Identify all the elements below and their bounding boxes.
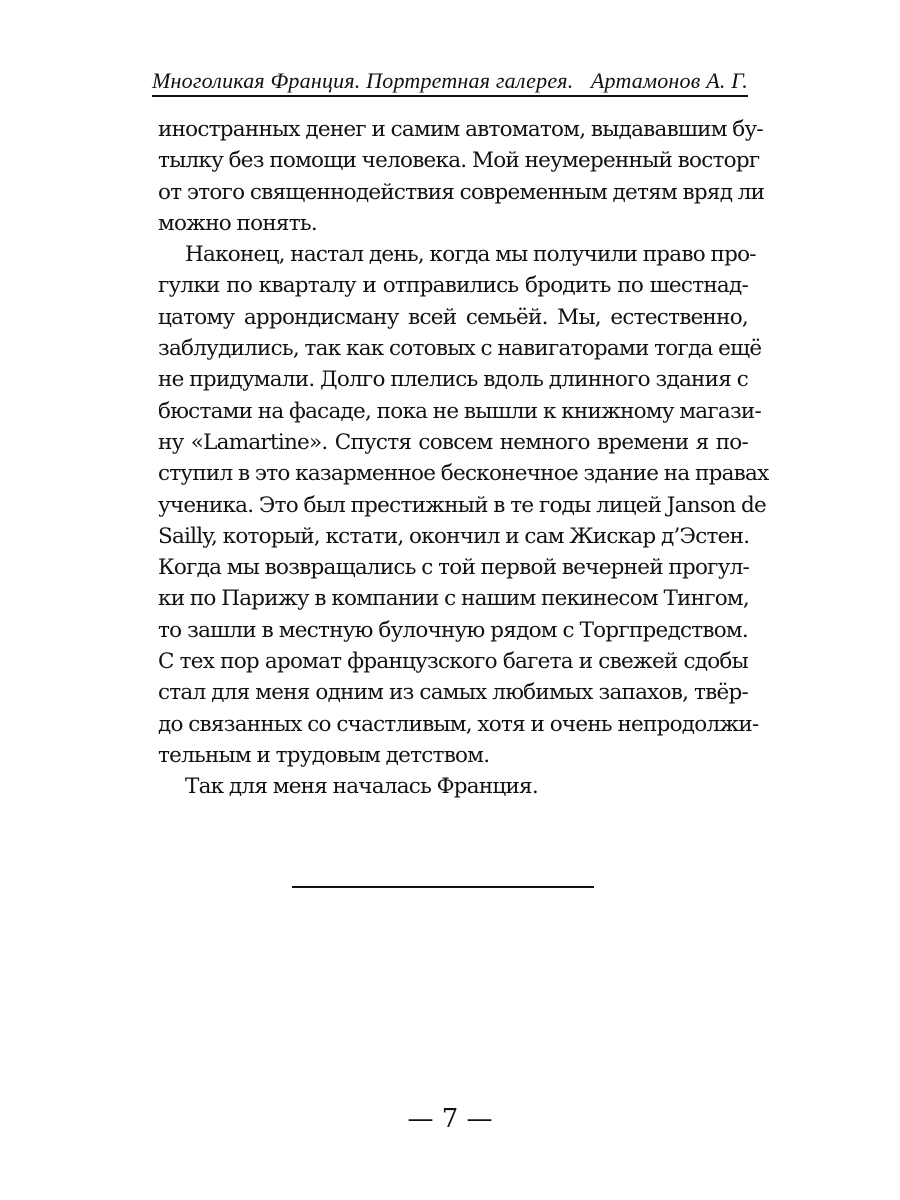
text-line: С тех пор аромат французского багета и свежей сдобы xyxy=(158,649,748,675)
text-line: от этого священнодействия современным детям вряд ли xyxy=(158,179,765,205)
text-line: Наконец, настал день, когда мы получили право про- xyxy=(185,242,756,268)
section-divider xyxy=(292,886,594,888)
paragraph xyxy=(158,239,769,771)
text-line: то зашли в местную булочную рядом с Торгпредством. xyxy=(158,617,748,643)
text-line: до связанных со счастливым, хотя и очень непродолжи- xyxy=(158,711,759,737)
running-header xyxy=(152,62,748,94)
body-text xyxy=(158,114,769,803)
text-line: заблудились, так как сотовых с навигаторами тогда ещё xyxy=(158,336,762,362)
text-line: тельным и трудовым детством. xyxy=(158,742,490,768)
text-line: ученика. Это был престижный в те годы лицей Janson de xyxy=(158,492,766,518)
text-line: тылку без помощи человека. Мой неумеренный восторг xyxy=(158,148,760,174)
text-line: ну «Lamartine». Спустя совсем немного времени я по- xyxy=(158,429,748,455)
text-line: не придумали. Долго плелись вдоль длинного здания с xyxy=(158,367,748,393)
header-book-title: Многоликая Франция. Портретная галерея. xyxy=(152,68,574,93)
header-rule xyxy=(152,95,748,97)
text-line: гулки по кварталу и отправились бродить по шестнад- xyxy=(158,273,748,299)
text-line: стал для меня одним из самых любимых запахов, твёр- xyxy=(158,680,748,706)
text-line: Sailly, который, кстати, окончил и сам Жискар д’Эстен. xyxy=(158,523,750,549)
text-line: цатому аррондисману всей семьёй. Мы, естественно, xyxy=(158,304,748,330)
text-line: Так для меня началась Франция. xyxy=(185,774,538,800)
text-line: ступил в это казарменное бесконечное здание на правах xyxy=(158,461,769,487)
header-author: Артамонов А. Г. xyxy=(590,68,748,93)
text-line: можно понять. xyxy=(158,210,317,236)
text-line: иностранных денег и самим автоматом, выдававшим бу- xyxy=(158,117,763,142)
text-line: Когда мы возвращались с той первой вечерней прогул- xyxy=(158,555,750,581)
text-line: бюстами на фасаде, пока не вышли к книжному магази- xyxy=(158,398,762,424)
paragraph xyxy=(158,771,748,802)
paragraph xyxy=(158,114,765,239)
text-line: ки по Парижу в компании с нашим пекинесом Тингом, xyxy=(158,586,749,612)
page-number: — 7 — xyxy=(407,1104,493,1134)
